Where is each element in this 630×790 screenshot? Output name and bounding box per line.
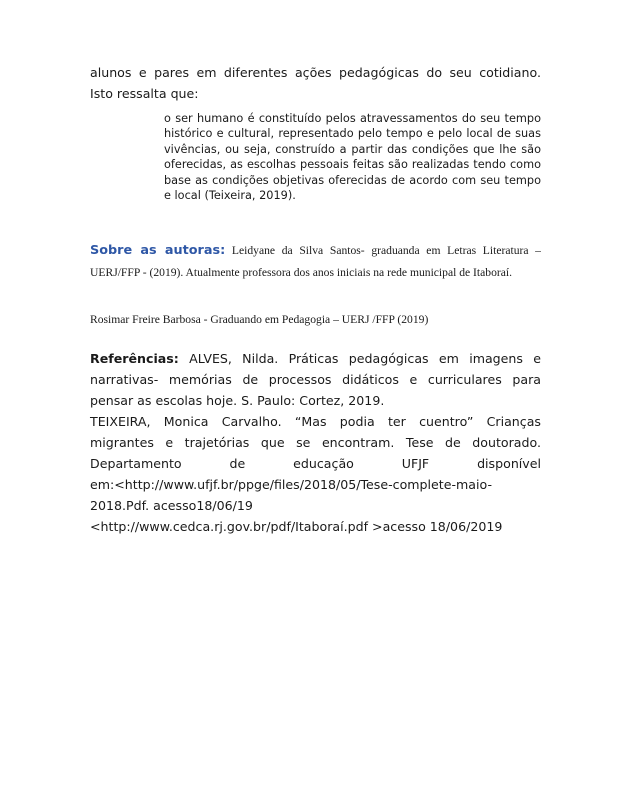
intro-paragraph (90, 62, 541, 104)
block-quote: o ser humano é constituído pelos atravessamentos do seu tempo histórico e cultural, representado pelo tempo e pelo local de suas vivências, ou seja, construído a partir das condições que lhe são oferecidas, as escolhas pessoais feitas são realizadas tendo como base as condições objetivas oferecidas de acordo com seu tempo e local (Teixeira, 2019). (164, 112, 541, 203)
references-heading: Referências: (90, 351, 179, 366)
reference-teixeira-access: 2018.Pdf. acesso18/06/19 (90, 498, 253, 513)
reference-alves (90, 348, 541, 411)
reference-teixeira: TEIXEIRA, Monica Carvalho. “Mas podia ter cuentro” Crianças migrantes e trajetórias que se encontram. Tese de doutorado. Departamento de educação UFJF disponível (90, 414, 541, 471)
about-authors-paragraph (90, 240, 541, 284)
first-author-bio: Leidyane da Silva Santos- graduanda em Letras Literatura – UERJ/FFP - (2019). Atualmente professora dos anos iniciais na rede municipal de Itaboraí. (90, 244, 541, 279)
intro-line-2: Isto ressalta que: (90, 86, 199, 101)
about-authors-heading: Sobre as autoras: (90, 243, 226, 258)
intro-line-1: alunos e pares em diferentes ações pedagógicas do seu cotidiano. (90, 65, 541, 80)
reference-teixeira-url: em:<http://www.ufjf.br/ppge/files/2018/05/Tese-complete-maio- (90, 477, 492, 492)
reference-cedca-url: <http://www.cedca.rj.gov.br/pdf/Itaboraí.pdf >acesso 18/06/2019 (90, 519, 503, 534)
reference-alves-text: ALVES, Nilda. Práticas pedagógicas em imagens e narrativas- memórias de processos didáticos e curriculares para pensar as escolas hoje. S. Paulo: Cortez, 2019. (90, 351, 541, 408)
second-author-bio: Rosimar Freire Barbosa - Graduando em Pedagogia – UERJ /FFP (2019) (90, 313, 429, 326)
references-section (90, 348, 541, 537)
